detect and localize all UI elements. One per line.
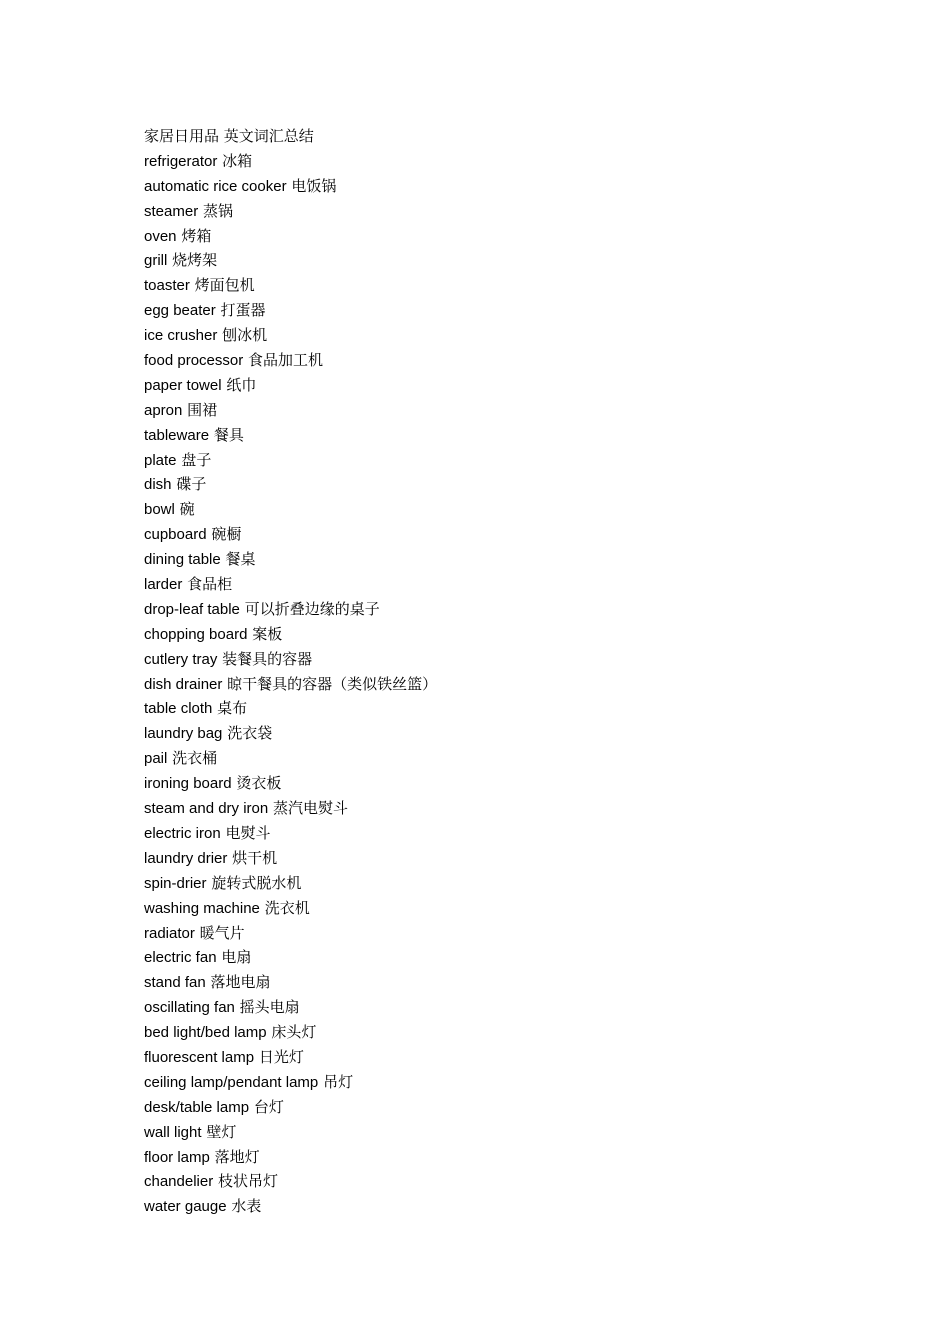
chinese-term: 冰箱 [222, 151, 253, 170]
chinese-term: 烤面包机 [194, 276, 255, 295]
vocabulary-entry [144, 174, 844, 199]
chinese-term: 日光灯 [258, 1047, 304, 1066]
vocabulary-entry [144, 373, 844, 398]
english-term: spin-drier [144, 874, 207, 892]
english-term: water gauge [144, 1198, 227, 1216]
vocabulary-entry [144, 821, 844, 846]
chinese-term: 蒸汽电熨斗 [273, 799, 349, 818]
chinese-term: 烤箱 [181, 226, 212, 245]
english-term: laundry bag [144, 725, 223, 743]
vocabulary-entry [144, 871, 844, 896]
english-term: steamer [144, 202, 199, 220]
vocabulary-entry [144, 1095, 844, 1120]
vocabulary-entry [144, 298, 844, 323]
vocabulary-entry [144, 696, 844, 721]
chinese-term: 洗衣袋 [227, 724, 273, 743]
english-term: oven [144, 227, 177, 245]
vocabulary-entry [144, 248, 844, 273]
english-term: washing machine [144, 899, 260, 917]
vocabulary-entry [144, 572, 844, 597]
chinese-term: 碗 [179, 500, 195, 519]
vocabulary-entry [144, 846, 844, 871]
chinese-term: 壁灯 [206, 1122, 237, 1141]
chinese-term: 烧烤架 [172, 251, 218, 270]
vocabulary-entry [144, 771, 844, 796]
vocabulary-entry [144, 647, 844, 672]
english-term: fluorescent lamp [144, 1048, 255, 1066]
chinese-term: 暖气片 [199, 923, 245, 942]
vocabulary-entry [144, 448, 844, 473]
english-term: dish drainer [144, 675, 223, 693]
chinese-term: 盘子 [181, 450, 212, 469]
chinese-term: 洗衣桶 [172, 749, 218, 768]
vocabulary-entry [144, 199, 844, 224]
chinese-term: 碗橱 [211, 525, 242, 544]
vocabulary-entry [144, 721, 844, 746]
chinese-term: 纸巾 [226, 375, 257, 394]
chinese-term: 摇头电扇 [239, 998, 300, 1017]
english-term: apron [144, 401, 183, 419]
english-term: table cloth [144, 700, 213, 718]
vocabulary-entry [144, 746, 844, 771]
chinese-term: 落地电扇 [210, 973, 271, 992]
vocabulary-entry [144, 1120, 844, 1145]
english-term: desk/table lamp [144, 1098, 250, 1116]
english-term: floor lamp [144, 1148, 210, 1166]
vocabulary-entry [144, 1045, 844, 1070]
english-term: plate [144, 451, 177, 469]
vocabulary-entry [144, 472, 844, 497]
chinese-term: 食品柜 [187, 575, 233, 594]
chinese-term: 餐桌 [225, 550, 256, 569]
vocabulary-entry [144, 149, 844, 174]
english-term: cupboard [144, 526, 207, 544]
chinese-term: 碟子 [176, 475, 207, 494]
english-term: cutlery tray [144, 650, 218, 668]
english-term: ice crusher [144, 327, 218, 345]
vocabulary-entry [144, 1169, 844, 1194]
english-term: chandelier [144, 1173, 214, 1191]
chinese-term: 电饭锅 [291, 176, 337, 195]
english-term: egg beater [144, 302, 216, 320]
chinese-term: 晾干餐具的容器（类似铁丝篮） [227, 674, 438, 693]
vocabulary-entry [144, 1145, 844, 1170]
vocabulary-entry [144, 945, 844, 970]
english-term: electric fan [144, 949, 217, 967]
vocabulary-entry [144, 348, 844, 373]
chinese-term: 可以折叠边缘的桌子 [244, 599, 380, 618]
chinese-term: 打蛋器 [220, 301, 266, 320]
english-term: larder [144, 576, 183, 594]
chinese-term: 蒸锅 [202, 201, 233, 220]
english-term: dining table [144, 551, 221, 569]
chinese-term: 旋转式脱水机 [211, 873, 302, 892]
chinese-term: 烘干机 [232, 848, 278, 867]
chinese-term: 落地灯 [214, 1147, 260, 1166]
vocabulary-entry [144, 622, 844, 647]
chinese-term: 水表 [231, 1197, 262, 1216]
english-term: food processor [144, 352, 244, 370]
chinese-term: 烫衣板 [236, 774, 282, 793]
english-term: paper towel [144, 376, 222, 394]
document-body [144, 124, 844, 1219]
vocabulary-entry [144, 423, 844, 448]
vocabulary-entry [144, 273, 844, 298]
vocabulary-entry [144, 1194, 844, 1219]
chinese-term: 围裙 [187, 400, 218, 419]
english-term: steam and dry iron [144, 800, 269, 818]
english-term: grill [144, 252, 168, 270]
vocabulary-entry [144, 672, 844, 697]
chinese-term: 电扇 [221, 948, 252, 967]
chinese-term: 床头灯 [271, 1023, 317, 1042]
vocabulary-entry [144, 896, 844, 921]
chinese-term: 食品加工机 [248, 351, 324, 370]
vocabulary-entry [144, 1020, 844, 1045]
vocabulary-entry [144, 224, 844, 249]
english-term: radiator [144, 924, 195, 942]
english-term: pail [144, 750, 168, 768]
english-term: electric iron [144, 824, 221, 842]
chinese-term: 案板 [252, 624, 283, 643]
vocabulary-entry [144, 921, 844, 946]
chinese-term: 装餐具的容器 [222, 649, 313, 668]
vocabulary-entry [144, 547, 844, 572]
vocabulary-entry [144, 995, 844, 1020]
vocabulary-entry [144, 323, 844, 348]
english-term: dish [144, 476, 172, 494]
chinese-term: 枝状吊灯 [218, 1172, 279, 1191]
document-title: 家居日用品 英文词汇总结 [144, 127, 314, 145]
chinese-term: 吊灯 [323, 1072, 354, 1091]
english-term: automatic rice cooker [144, 177, 287, 195]
english-term: tableware [144, 426, 210, 444]
english-term: drop-leaf table [144, 600, 240, 618]
chinese-term: 电熨斗 [225, 823, 271, 842]
english-term: laundry drier [144, 849, 228, 867]
vocabulary-list [144, 149, 844, 1219]
chinese-term: 餐具 [213, 425, 244, 444]
english-term: oscillating fan [144, 999, 235, 1017]
english-term: chopping board [144, 625, 248, 643]
english-term: refrigerator [144, 152, 218, 170]
english-term: bed light/bed lamp [144, 1024, 267, 1042]
english-term: ironing board [144, 775, 232, 793]
chinese-term: 洗衣机 [264, 898, 310, 917]
chinese-term: 台灯 [253, 1097, 284, 1116]
vocabulary-entry [144, 970, 844, 995]
chinese-term: 桌布 [217, 699, 248, 718]
vocabulary-entry [144, 796, 844, 821]
vocabulary-entry [144, 497, 844, 522]
chinese-term: 刨冰机 [222, 326, 268, 345]
english-term: bowl [144, 501, 175, 519]
english-term: stand fan [144, 974, 206, 992]
english-term: ceiling lamp/pendant lamp [144, 1073, 319, 1091]
english-term: wall light [144, 1123, 202, 1141]
vocabulary-entry [144, 522, 844, 547]
vocabulary-entry [144, 398, 844, 423]
vocabulary-entry [144, 1070, 844, 1095]
english-term: toaster [144, 277, 190, 295]
vocabulary-entry [144, 597, 844, 622]
